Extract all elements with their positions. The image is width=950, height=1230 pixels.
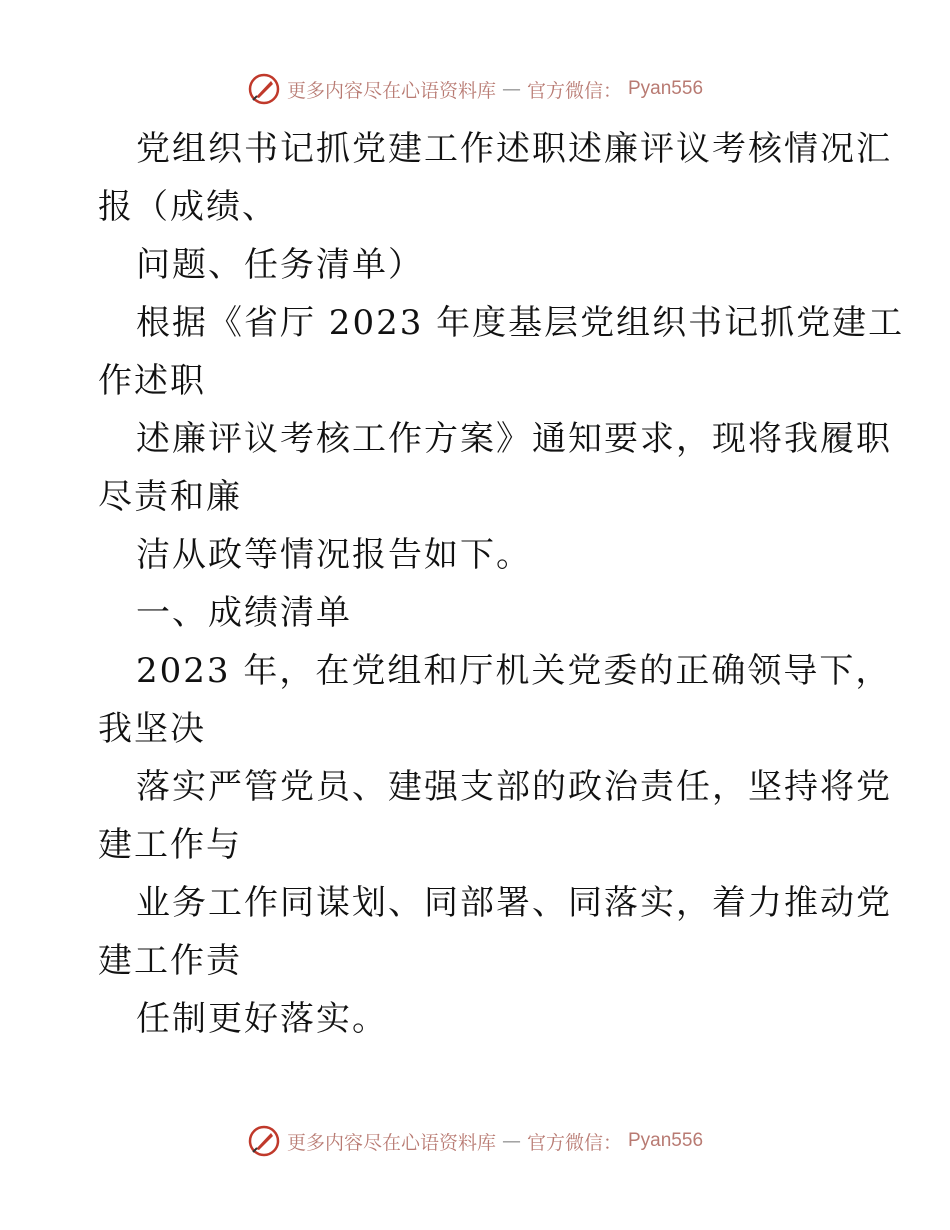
paragraph-line: 洁从政等情况报告如下。 [136,535,532,575]
paragraph-line: 落实严管党员、建强支部的政治责任，坚持将党 [136,767,892,807]
paragraph-line: 2023 年，在党组和厅机关党委的正确领导下， [136,651,892,691]
paragraph-line: 建工作与 [98,825,242,865]
watermark-text: 更多内容尽在心语资料库 [286,79,496,102]
watermark-wechat-label: 官方微信： [526,1131,622,1154]
watermark-separator: — [501,78,521,100]
paragraph-line: 述廉评议考核工作方案》通知要求，现将我履职 [136,419,892,459]
watermark-wechat-id: Pyan556 [628,78,704,99]
title-line-3: 问题、任务清单） [136,245,424,285]
quill-logo-icon [247,72,281,106]
paragraph-line: 任制更好落实。 [136,999,388,1039]
watermark-text: 更多内容尽在心语资料库 [286,1131,496,1154]
header-watermark [0,72,950,106]
title-line-1: 党组织书记抓党建工作述职述廉评议考核情况汇 [136,129,892,169]
quill-logo-icon [247,1124,281,1158]
section-heading: 一、成绩清单 [136,593,352,633]
document-body [98,120,905,1048]
watermark-separator: — [501,1130,521,1152]
paragraph-line: 业务工作同谋划、同部署、同落实，着力推动党 [136,883,892,923]
watermark-wechat-id: Pyan556 [628,1130,704,1151]
title-line-2: 报（成绩、 [98,187,278,227]
watermark-wechat-label: 官方微信： [526,79,622,102]
paragraph-line: 建工作责 [98,941,242,981]
paragraph-line: 根据《省厅 2023 年度基层党组织书记抓党建工 [136,303,905,343]
paragraph-line: 作述职 [98,361,206,401]
paragraph-line: 我坚决 [98,709,206,749]
footer-watermark [0,1124,950,1158]
paragraph-line: 尽责和廉 [98,477,242,517]
